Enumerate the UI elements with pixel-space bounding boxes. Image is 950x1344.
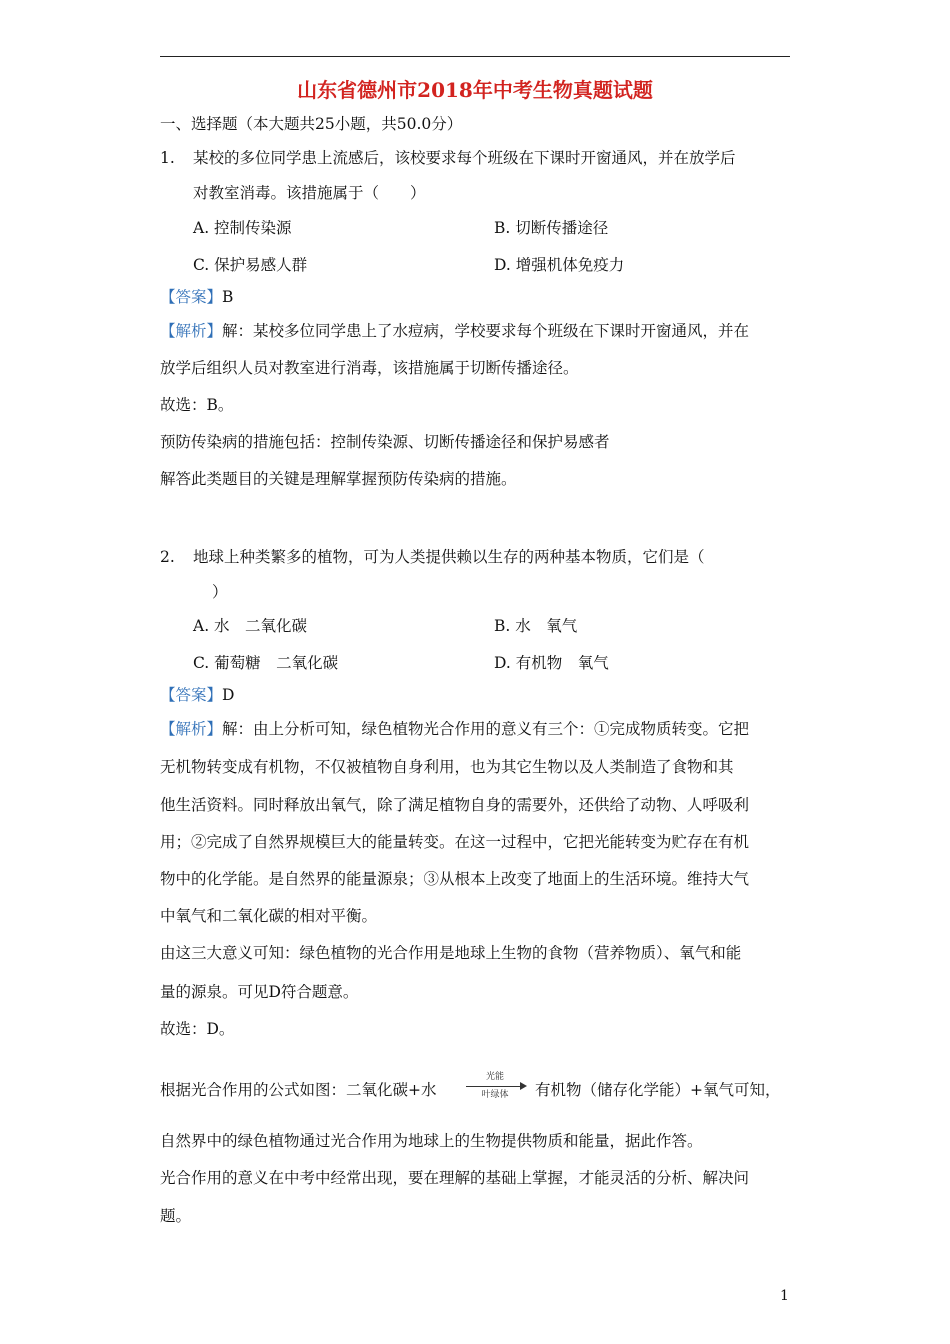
question-1-analysis-line2: 放学后组织人员对教室进行消毒，该措施属于切断传播途径。 [160,359,579,377]
analysis-tag: 【解析】 [160,720,223,738]
question-2-note3: 题。 [160,1207,192,1225]
section-heading: 一、选择题（本大题共25小题，共50.0分） [160,115,463,133]
question-2-analysis-line2: 无机物转变成有机物，不仅被植物自身利用，也为其它生物以及人类制造了食物和其 [160,758,734,776]
page-title: 山东省德州市2018年中考生物真题试题 [297,78,653,102]
question-2-analysis-line6: 中氧气和二氧化碳的相对平衡。 [160,907,378,925]
formula-suffix: 有机物（储存化学能）+氧气可知， [535,1081,781,1099]
question-1-number: 1. [160,149,175,167]
answer-tag: 【答案】 [160,288,223,306]
header-rule [160,56,790,57]
answer-value: D [222,686,235,704]
question-2-stem-line2: ） [212,583,228,601]
answer-tag: 【答案】 [160,686,223,704]
question-1-answer [160,287,233,307]
question-1-analysis-line1 [160,321,749,341]
analysis-tag: 【解析】 [160,322,223,340]
question-2-analysis-line3: 他生活资料。同时释放出氧气，除了满足植物自身的需要外，还供给了动物、人呼吸利 [160,796,750,814]
question-1-note1: 预防传染病的措施包括：控制传染源、切断传播途径和保护易感者 [160,433,610,451]
question-2-summary-line1: 由这三大意义可知：绿色植物的光合作用是地球上生物的食物（营养物质）、氧气和能 [160,944,742,962]
question-1-option-c: C. 保护易感人群 [193,256,308,274]
question-2-choose: 故选：D。 [160,1020,235,1038]
page-number: 1 [780,1288,789,1304]
question-1-stem-line1: 某校的多位同学患上流感后，该校要求每个班级在下课时开窗通风，并在放学后 [193,149,736,167]
question-2-note2: 光合作用的意义在中考中经常出现，要在理解的基础上掌握，才能灵活的分析、解决问 [160,1169,750,1187]
question-2-summary-line2: 量的源泉。可见D符合题意。 [160,983,359,1001]
question-1-option-a: A. 控制传染源 [193,219,292,237]
question-2-analysis-line1 [160,719,749,739]
formula-prefix: 根据光合作用的公式如图：二氧化碳+水 [160,1081,437,1099]
question-2-stem-line1: 地球上种类繁多的植物，可为人类提供赖以生存的两种基本物质，它们是（ [193,548,705,566]
answer-value: B [222,288,234,306]
arrow-line [466,1086,522,1087]
question-2-option-c: C. 葡萄糖 二氧化碳 [193,654,339,672]
question-2-number: 2. [160,548,175,566]
analysis-text: 解：由上分析可知，绿色植物光合作用的意义有三个：①完成物质转变。它把 [222,720,750,738]
question-1-stem-line2: 对教室消毒。该措施属于（ ） [193,184,426,202]
question-2-analysis-line4: 用；②完成了自然界规模巨大的能量转变。在这一过程中，它把光能转变为贮存在有机 [160,833,750,851]
question-2-option-b: B. 水 氧气 [494,617,578,635]
question-1-note2: 解答此类题目的关键是理解掌握预防传染病的措施。 [160,470,517,488]
question-1-option-b: B. 切断传播途径 [494,219,609,237]
question-1-choose: 故选：B。 [160,396,234,414]
question-2-analysis-line5: 物中的化学能。是自然界的能量源泉；③从根本上改变了地面上的生活环境。维持大气 [160,870,750,888]
analysis-text: 解：某校多位同学患上了水痘病，学校要求每个班级在下课时开窗通风，并在 [222,322,750,340]
question-2-option-a: A. 水 二氧化碳 [193,617,308,635]
photosynthesis-arrow [462,1071,528,1105]
question-2-answer [160,685,234,705]
question-2-note1: 自然界中的绿色植物通过光合作用为地球上的生物提供物质和能量，据此作答。 [160,1132,703,1150]
arrow-bottom-label: 叶绿体 [481,1090,509,1100]
arrow-top-label: 光能 [485,1072,504,1082]
question-2-option-d: D. 有机物 氧气 [494,654,609,672]
question-1-option-d: D. 增强机体免疫力 [494,256,625,274]
